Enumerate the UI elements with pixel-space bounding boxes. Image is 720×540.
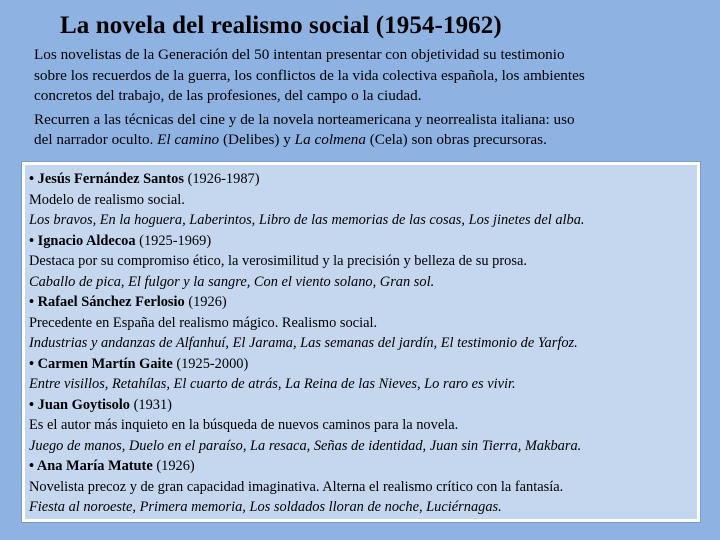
- author-name: Juan Goytisolo: [37, 396, 130, 413]
- author-description: Modelo de realismo social.: [29, 191, 185, 208]
- author-dates: (1926): [152, 458, 195, 474]
- work-title: La colmena: [294, 131, 366, 148]
- bullet-icon: •: [29, 294, 38, 310]
- author-heading: [29, 169, 697, 190]
- author-heading: [29, 354, 697, 375]
- author-description: Destaca por su compromiso ético, la verosimilitud y la precisión y belleza de su prosa.: [29, 253, 527, 269]
- author-works: Los bravos, En la hoguera, Laberintos, Libro de las memorias de las cosas, Los jinetes del alba.: [29, 212, 585, 228]
- intro-line: Los novelistas de la Generación del 50 intentan presentar con objetividad su testimonio: [34, 46, 565, 63]
- author-dates: (1925-1969): [135, 232, 212, 249]
- intro-line: sobre los recuerdos de la guerra, los conflictos de la vida colectiva española, los ambientes: [34, 66, 585, 84]
- bullet-icon: •: [29, 171, 38, 187]
- author-works: Fiesta al noroeste, Primera memoria, Los soldados lloran de noche, Luciérnagas.: [29, 499, 502, 515]
- author-name: Rafael Sánchez Ferlosio: [37, 294, 185, 310]
- author-description: Precedente en España del realismo mágico. Realismo social.: [29, 314, 378, 331]
- author-works: Industrias y andanzas de Alfanhuí, El Jarama, Las semanas del jardín, El testimonio de Yarfoz.: [29, 335, 578, 351]
- author-name: Jesús Fernández Santos: [37, 171, 184, 187]
- author-dates: (1931): [130, 396, 172, 413]
- authors-panel: [22, 162, 700, 522]
- author-name: Ignacio Aldecoa: [37, 232, 136, 249]
- author-entry: [29, 456, 697, 518]
- author-entry: [29, 231, 697, 293]
- author-entry: [29, 354, 697, 395]
- author-heading: [29, 456, 697, 477]
- author-dates: (1926-1987): [183, 171, 260, 187]
- intro-text: [34, 45, 710, 154]
- intro-line: concretos del trabajo, de las profesiones, del campo o la ciudad.: [34, 87, 422, 104]
- author-heading: [29, 231, 697, 252]
- intro-paragraph-1: [34, 45, 710, 107]
- work-title: El camino: [157, 131, 220, 148]
- author-works: Juego de manos, Duelo en el paraíso, La resaca, Señas de identidad, Juan sin Tierra, Makbara.: [29, 437, 582, 454]
- intro-text-run: (Cela) son obras precursoras.: [365, 131, 547, 148]
- intro-line: [34, 130, 710, 151]
- intro-paragraph-2: [34, 110, 710, 151]
- author-name: Ana María Matute: [36, 458, 153, 474]
- author-name: Carmen Martín Gaite: [37, 355, 173, 372]
- intro-text-run: del narrador oculto.: [34, 131, 158, 148]
- author-entry: [29, 395, 697, 457]
- bullet-icon: •: [29, 396, 38, 413]
- author-heading: [29, 292, 697, 313]
- bullet-icon: •: [29, 355, 38, 372]
- bullet-icon: •: [29, 458, 37, 474]
- author-entry: [29, 169, 697, 231]
- author-works: Entre visillos, Retahílas, El cuarto de atrás, La Reina de las Nieves, Lo raro es vivir.: [29, 376, 516, 392]
- author-dates: (1926): [184, 294, 227, 310]
- bullet-icon: •: [29, 232, 38, 249]
- intro-line: Recurren a las técnicas del cine y de la novela norteamericana y neorrealista italiana: uso: [34, 110, 575, 128]
- author-description: Novelista precoz y de gran capacidad imaginativa. Alterna el realismo crítico con la fantasía.: [29, 478, 564, 495]
- author-description: Es el autor más inquieto en la búsqueda de nuevos caminos para la novela.: [29, 417, 459, 433]
- intro-text-run: (Delibes) y: [219, 131, 295, 148]
- author-heading: [29, 395, 697, 416]
- slide-title: La novela del realismo social (1954-1962): [60, 12, 502, 39]
- author-works: Caballo de pica, El fulgor y la sangre, Con el viento solano, Gran sol.: [29, 273, 435, 290]
- author-dates: (1925-2000): [172, 355, 249, 372]
- author-entry: [29, 292, 697, 354]
